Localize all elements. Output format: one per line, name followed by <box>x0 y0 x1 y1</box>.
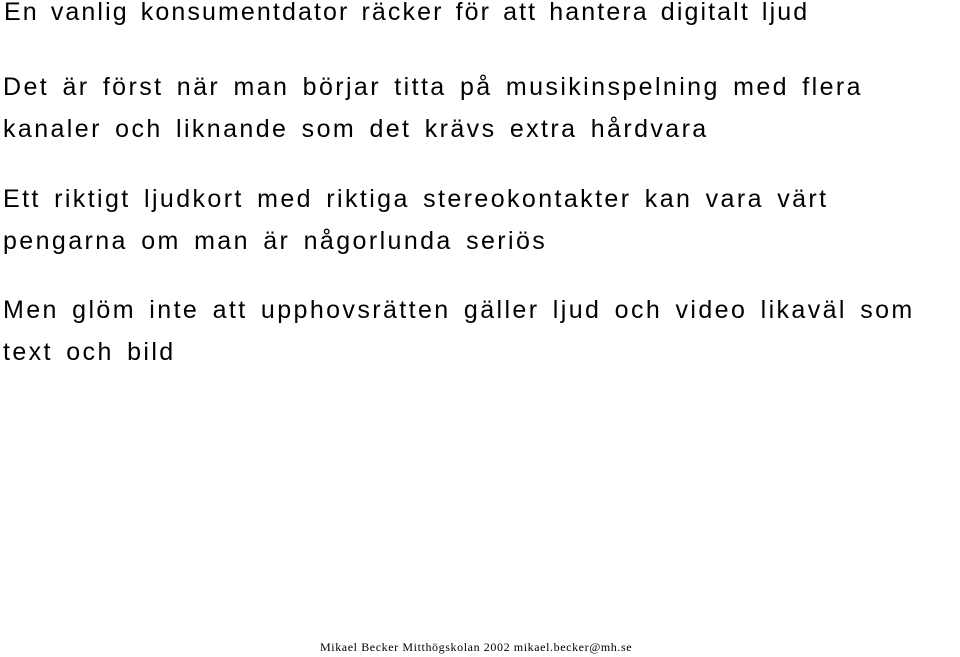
paragraph-soundcard: Ett riktigt ljudkort med riktiga stereokontakter kan vara värt pengarna om man är någorlunda seriös <box>3 185 829 255</box>
paragraph-multichannel: Det är först när man börjar titta på musikinspelning med flera kanaler och liknande som det krävs extra hårdvara <box>3 73 863 143</box>
paragraph-copyright: Men glöm inte att upphovsrätten gäller ljud och video likaväl som text och bild <box>3 296 915 366</box>
slide-footer: Mikael Becker Mitthögskolan 2002 mikael.becker@mh.se <box>320 640 633 654</box>
slide-title: En vanlig konsumentdator räcker för att hantera digitalt ljud <box>4 0 810 26</box>
